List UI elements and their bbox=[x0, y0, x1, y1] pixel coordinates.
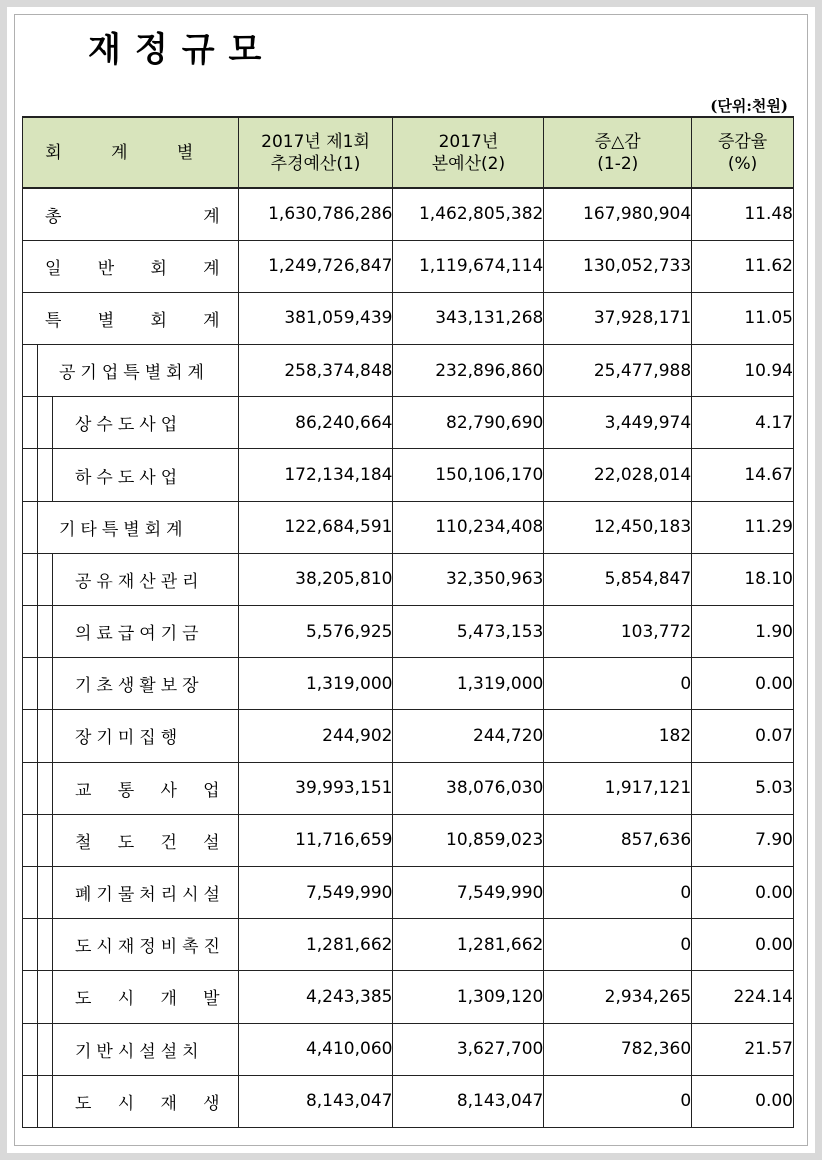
value-main: 150,106,170 bbox=[393, 449, 544, 501]
indent-guide bbox=[38, 1024, 53, 1075]
value-main: 1,309,120 bbox=[393, 971, 544, 1023]
label-part: 개 bbox=[160, 989, 177, 1010]
value-supplementary: 1,249,726,847 bbox=[238, 240, 393, 292]
label-part: 반 bbox=[97, 258, 115, 279]
row-category-cell bbox=[23, 710, 239, 762]
row-category-cell bbox=[23, 919, 239, 971]
label-part: 도 bbox=[75, 1093, 92, 1114]
page-title: 재정규모 bbox=[88, 30, 276, 70]
value-main: 10,859,023 bbox=[393, 814, 544, 866]
indent-guide bbox=[38, 658, 53, 709]
row-label bbox=[53, 971, 238, 1022]
value-supplementary: 11,716,659 bbox=[238, 814, 393, 866]
value-supplementary: 1,281,662 bbox=[238, 919, 393, 971]
header-line: 2017년 bbox=[438, 131, 499, 152]
row-label bbox=[53, 763, 238, 814]
row-category-cell bbox=[23, 606, 239, 658]
row-label bbox=[23, 189, 238, 240]
row-category-cell bbox=[23, 658, 239, 710]
value-rate: 11.48 bbox=[692, 188, 794, 240]
table-row bbox=[23, 762, 794, 814]
value-main: 7,549,990 bbox=[393, 866, 544, 918]
row-label: 도시재정비촉진 bbox=[75, 937, 225, 958]
indent-guide bbox=[38, 1076, 53, 1127]
value-supplementary: 86,240,664 bbox=[238, 397, 393, 449]
row-label: 공유재산관리 bbox=[75, 571, 204, 592]
label-part: 별 bbox=[97, 310, 115, 331]
value-supplementary: 122,684,591 bbox=[238, 501, 393, 553]
header-supplementary-budget bbox=[238, 117, 393, 188]
header-change-rate bbox=[692, 117, 794, 188]
indent-guide bbox=[23, 1076, 38, 1127]
indent-guide bbox=[38, 397, 53, 448]
row-category-cell bbox=[23, 1023, 239, 1075]
row-label bbox=[23, 241, 238, 292]
label-part: 철 bbox=[75, 832, 92, 853]
row-category-cell bbox=[23, 814, 239, 866]
table-row bbox=[23, 919, 794, 971]
value-supplementary: 244,902 bbox=[238, 710, 393, 762]
indent-guide bbox=[38, 919, 53, 970]
row-category-cell bbox=[23, 1075, 239, 1127]
indent-guide bbox=[23, 658, 38, 709]
header-line: 추경예산(1) bbox=[270, 153, 361, 174]
row-label bbox=[23, 293, 238, 344]
row-category-cell bbox=[23, 240, 239, 292]
row-category-cell bbox=[23, 397, 239, 449]
value-rate: 224.14 bbox=[692, 971, 794, 1023]
label-part: 업 bbox=[203, 780, 220, 801]
row-label: 상수도사업 bbox=[75, 415, 183, 436]
label-part: 일 bbox=[45, 258, 62, 279]
row-category-cell bbox=[23, 553, 239, 605]
indent-guide bbox=[38, 815, 53, 866]
table-row bbox=[23, 1075, 794, 1127]
value-supplementary: 38,205,810 bbox=[238, 553, 393, 605]
value-rate: 11.05 bbox=[692, 292, 794, 344]
indent-guide bbox=[23, 397, 38, 448]
indent-guide bbox=[23, 815, 38, 866]
header-difference bbox=[544, 117, 692, 188]
row-label: 기초생활보장 bbox=[75, 676, 204, 697]
table-row bbox=[23, 1023, 794, 1075]
table-row bbox=[23, 345, 794, 397]
value-difference: 3,449,974 bbox=[544, 397, 692, 449]
indent-guide bbox=[23, 502, 38, 553]
label-part: 계 bbox=[203, 258, 220, 279]
value-main: 244,720 bbox=[393, 710, 544, 762]
value-difference: 0 bbox=[544, 658, 692, 710]
header-line: (1-2) bbox=[597, 153, 639, 174]
indent-guide bbox=[38, 971, 53, 1022]
value-main: 5,473,153 bbox=[393, 606, 544, 658]
header-category: 회 계 별 bbox=[23, 117, 239, 188]
label-part: 도 bbox=[117, 832, 135, 853]
label-part: 시 bbox=[117, 1093, 135, 1114]
indent-guide bbox=[23, 1024, 38, 1075]
value-difference: 782,360 bbox=[544, 1023, 692, 1075]
value-rate: 21.57 bbox=[692, 1023, 794, 1075]
table-row bbox=[23, 188, 794, 240]
value-rate: 11.29 bbox=[692, 501, 794, 553]
value-difference: 0 bbox=[544, 866, 692, 918]
value-supplementary: 4,243,385 bbox=[238, 971, 393, 1023]
row-label bbox=[53, 1076, 238, 1127]
table-row bbox=[23, 606, 794, 658]
value-main: 110,234,408 bbox=[393, 501, 544, 553]
value-rate: 11.62 bbox=[692, 240, 794, 292]
value-main: 38,076,030 bbox=[393, 762, 544, 814]
row-category-cell bbox=[23, 345, 239, 397]
value-supplementary: 1,630,786,286 bbox=[238, 188, 393, 240]
table-row bbox=[23, 501, 794, 553]
value-rate: 14.67 bbox=[692, 449, 794, 501]
budget-table bbox=[22, 116, 794, 1128]
row-category-cell bbox=[23, 501, 239, 553]
value-difference: 0 bbox=[544, 1075, 692, 1127]
label-part: 회 bbox=[150, 310, 167, 331]
value-difference: 25,477,988 bbox=[544, 345, 692, 397]
indent-guide bbox=[38, 710, 53, 761]
value-supplementary: 5,576,925 bbox=[238, 606, 393, 658]
value-main: 3,627,700 bbox=[393, 1023, 544, 1075]
value-supplementary: 8,143,047 bbox=[238, 1075, 393, 1127]
row-category-cell bbox=[23, 971, 239, 1023]
value-rate: 10.94 bbox=[692, 345, 794, 397]
value-rate: 1.90 bbox=[692, 606, 794, 658]
row-category-cell bbox=[23, 762, 239, 814]
value-main: 1,319,000 bbox=[393, 658, 544, 710]
row-category-cell bbox=[23, 292, 239, 344]
label-part: 시 bbox=[117, 989, 135, 1010]
row-category-cell bbox=[23, 188, 239, 240]
header-line: 증△감 bbox=[594, 131, 641, 152]
value-main: 232,896,860 bbox=[393, 345, 544, 397]
value-difference: 182 bbox=[544, 710, 692, 762]
table-row bbox=[23, 553, 794, 605]
label-part: 발 bbox=[203, 989, 220, 1010]
label-part: 도 bbox=[75, 989, 92, 1010]
label-part: 교 bbox=[75, 780, 92, 801]
value-rate: 4.17 bbox=[692, 397, 794, 449]
value-main: 1,462,805,382 bbox=[393, 188, 544, 240]
label-part: 회 bbox=[150, 258, 167, 279]
indent-guide bbox=[38, 763, 53, 814]
row-category-cell bbox=[23, 866, 239, 918]
value-rate: 5.03 bbox=[692, 762, 794, 814]
value-rate: 0.07 bbox=[692, 710, 794, 762]
header-main-budget bbox=[393, 117, 544, 188]
indent-guide bbox=[38, 867, 53, 918]
value-difference: 103,772 bbox=[544, 606, 692, 658]
value-rate: 18.10 bbox=[692, 553, 794, 605]
label-part: 사 bbox=[160, 780, 177, 801]
indent-guide bbox=[23, 449, 38, 500]
label-part: 총 bbox=[45, 206, 62, 227]
indent-guide bbox=[23, 710, 38, 761]
value-main: 1,119,674,114 bbox=[393, 240, 544, 292]
value-supplementary: 1,319,000 bbox=[238, 658, 393, 710]
value-main: 343,131,268 bbox=[393, 292, 544, 344]
row-label: 기타특별회계 bbox=[59, 519, 188, 540]
unit-label: (단위:천원) bbox=[710, 97, 788, 115]
label-part: 계 bbox=[203, 310, 220, 331]
value-difference: 0 bbox=[544, 919, 692, 971]
value-difference: 2,934,265 bbox=[544, 971, 692, 1023]
row-label: 폐기물처리시설 bbox=[75, 885, 225, 906]
value-difference: 857,636 bbox=[544, 814, 692, 866]
value-difference: 37,928,171 bbox=[544, 292, 692, 344]
table-row bbox=[23, 397, 794, 449]
row-label: 하수도사업 bbox=[75, 467, 183, 488]
label-part: 건 bbox=[160, 832, 177, 853]
row-label: 공기업특별회계 bbox=[59, 363, 209, 384]
table-row bbox=[23, 710, 794, 762]
value-main: 1,281,662 bbox=[393, 919, 544, 971]
row-category-cell bbox=[23, 449, 239, 501]
row-label: 의료급여기금 bbox=[75, 624, 204, 645]
indent-guide bbox=[23, 554, 38, 605]
indent-guide bbox=[38, 554, 53, 605]
value-supplementary: 172,134,184 bbox=[238, 449, 393, 501]
value-difference: 1,917,121 bbox=[544, 762, 692, 814]
value-difference: 130,052,733 bbox=[544, 240, 692, 292]
value-supplementary: 4,410,060 bbox=[238, 1023, 393, 1075]
value-rate: 0.00 bbox=[692, 866, 794, 918]
value-supplementary: 39,993,151 bbox=[238, 762, 393, 814]
indent-guide bbox=[23, 867, 38, 918]
indent-guide bbox=[23, 971, 38, 1022]
value-rate: 0.00 bbox=[692, 1075, 794, 1127]
label-part: 특 bbox=[45, 310, 62, 331]
label-part: 설 bbox=[203, 832, 220, 853]
value-supplementary: 381,059,439 bbox=[238, 292, 393, 344]
value-rate: 0.00 bbox=[692, 919, 794, 971]
indent-guide bbox=[38, 449, 53, 500]
value-difference: 5,854,847 bbox=[544, 553, 692, 605]
value-main: 8,143,047 bbox=[393, 1075, 544, 1127]
row-label bbox=[53, 815, 238, 866]
table-row bbox=[23, 658, 794, 710]
value-supplementary: 258,374,848 bbox=[238, 345, 393, 397]
table-row bbox=[23, 292, 794, 344]
table-row bbox=[23, 449, 794, 501]
value-main: 32,350,963 bbox=[393, 553, 544, 605]
indent-guide bbox=[23, 763, 38, 814]
value-rate: 0.00 bbox=[692, 658, 794, 710]
label-part: 생 bbox=[203, 1093, 220, 1114]
header-line: 본예산(2) bbox=[431, 153, 506, 174]
row-label: 장기미집행 bbox=[75, 728, 183, 749]
header-line: 증감율 bbox=[717, 131, 768, 152]
row-label: 기반시설설치 bbox=[75, 1041, 204, 1062]
value-main: 82,790,690 bbox=[393, 397, 544, 449]
label-part: 통 bbox=[117, 780, 135, 801]
header-line: (%) bbox=[727, 153, 758, 174]
table-row bbox=[23, 971, 794, 1023]
indent-guide bbox=[23, 919, 38, 970]
value-difference: 167,980,904 bbox=[544, 188, 692, 240]
indent-guide bbox=[23, 606, 38, 657]
value-difference: 22,028,014 bbox=[544, 449, 692, 501]
header-line: 2017년 제1회 bbox=[261, 131, 370, 152]
label-part: 재 bbox=[160, 1093, 177, 1114]
indent-guide bbox=[38, 606, 53, 657]
table-header-row bbox=[23, 117, 794, 188]
table-row bbox=[23, 814, 794, 866]
table-row bbox=[23, 866, 794, 918]
indent-guide bbox=[23, 345, 38, 396]
label-part: 계 bbox=[203, 206, 220, 227]
table-row bbox=[23, 240, 794, 292]
value-difference: 12,450,183 bbox=[544, 501, 692, 553]
value-rate: 7.90 bbox=[692, 814, 794, 866]
value-supplementary: 7,549,990 bbox=[238, 866, 393, 918]
